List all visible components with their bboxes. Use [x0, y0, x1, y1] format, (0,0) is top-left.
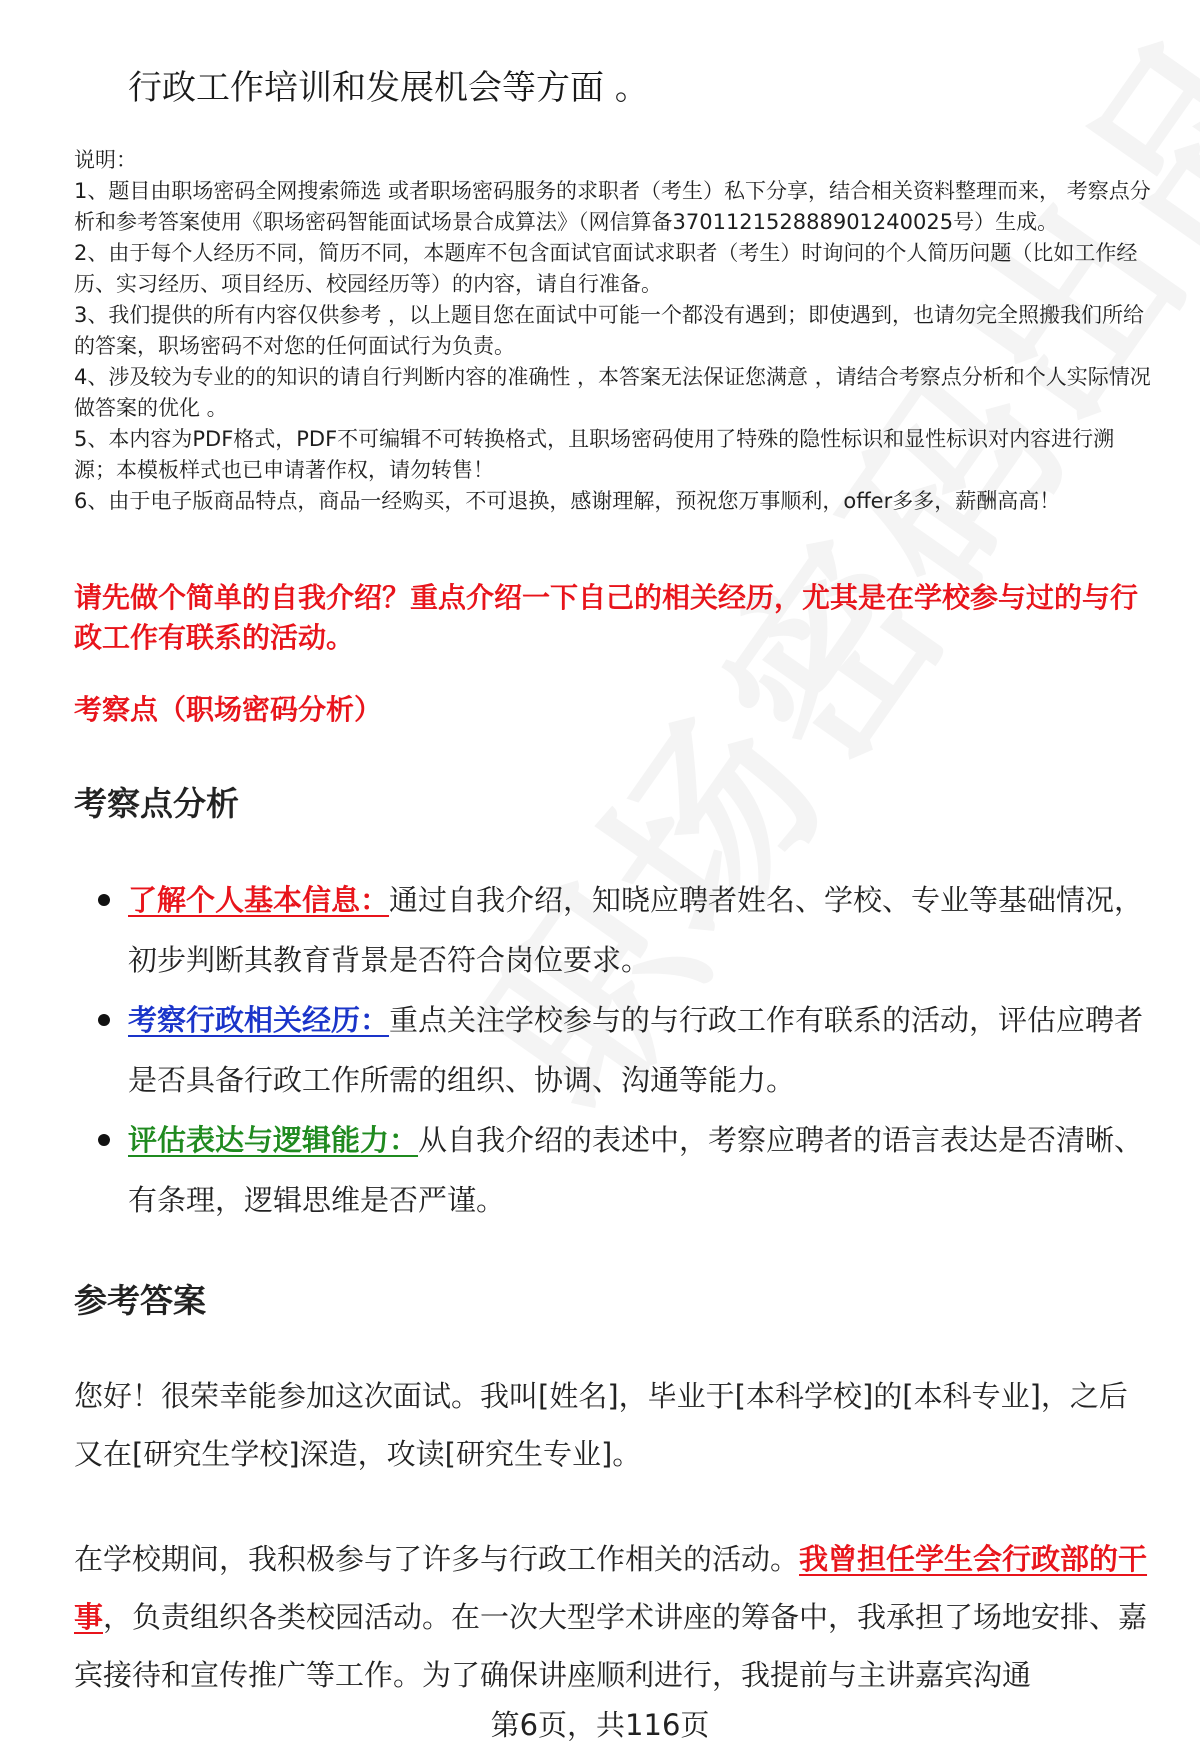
point-text: 从自我介绍的表述中，考察应聘者的语言表达是否清晰、有条理，逻辑思维是否严谨。 [128, 1123, 1144, 1217]
answer-text: 在学校期间，我积极参与了许多与行政工作相关的活动。 [74, 1542, 800, 1576]
point-label: 考察行政相关经历： [128, 1003, 390, 1037]
page-number: 第6页，共116页 [490, 1708, 710, 1742]
kaocha-label: 考察点（职场密码分析） [74, 693, 383, 726]
point-label: 评估表达与逻辑能力： [128, 1123, 419, 1157]
analysis-heading: 考察点分析 [74, 784, 239, 823]
answer-highlight: 我曾担任学生会行政部的干事 [74, 1542, 1148, 1634]
analysis-point [70, 990, 1150, 1110]
note-item: 4、涉及较为专业的的知识的请自行判断内容的准确性 ，本答案无法保证您满意 ，请结合考察点分析和个人实际情况做答案的优化 。 [74, 365, 1151, 420]
bullet-icon [98, 1134, 110, 1146]
point-label: 了解个人基本信息： [128, 883, 390, 917]
notes-block [74, 145, 1154, 517]
notes-title: 说明： [74, 148, 137, 172]
analysis-point [70, 1110, 1150, 1230]
note-item: 3、我们提供的所有内容仅供参考 ，以上题目您在面试中可能一个都没有遇到；即使遇到，也请勿完全照搬我们所给的答案，职场密码不对您的任何面试行为负责。 [74, 303, 1145, 358]
answer-paragraph [74, 1530, 1154, 1704]
point-text: 重点关注学校参与的与行政工作有联系的活动，评估应聘者是否具备行政工作所需的组织、协调、沟通等能力。 [128, 1003, 1144, 1097]
note-item: 6、由于电子版商品特点，商品一经购买，不可退换，感谢理解，预祝您万事顺利，offer多多，薪酬高高！ [74, 489, 1061, 513]
point-text: 通过自我介绍，知晓应聘者姓名、学校、专业等基础情况，初步判断其教育背景是否符合岗位要求。 [128, 883, 1144, 977]
note-item: 5、本内容为PDF格式，PDF不可编辑不可转换格式，且职场密码使用了特殊的隐性标识和显性标识对内容进行溯源；本模板样式也已申请著作权，请勿转售！ [74, 427, 1115, 482]
intro-line: 行政工作培训和发展机会等方面 。 [128, 68, 649, 108]
bullet-icon [98, 1014, 110, 1026]
note-item: 1、题目由职场密码全网搜索筛选 或者职场密码服务的求职者（考生）私下分享，结合相关资料整理而来， 考察点分析和参考答案使用《职场密码智能面试场景合成算法》（网信算备370112152888901240025号）生成。 [74, 179, 1151, 234]
answer-text: ，负责组织各类校园活动。在一次大型学术讲座的筹备中，我承担了场地安排、嘉宾接待和宣传推广等工作。为了确保讲座顺利进行，我提前与主讲嘉宾沟通 [74, 1600, 1148, 1692]
answer-heading: 参考答案 [74, 1281, 206, 1320]
interview-question: 请先做个简单的自我介绍？重点介绍一下自己的相关经历，尤其是在学校参与过的与行政工作有联系的活动。 [74, 581, 1139, 654]
answer-paragraph: 您好！很荣幸能参加这次面试。我叫[姓名]，毕业于[本科学校]的[本科专业]，之后又在[研究生学校]深造，攻读[研究生专业]。 [74, 1379, 1128, 1471]
analysis-point [70, 870, 1150, 990]
bullet-icon [98, 894, 110, 906]
note-item: 2、由于每个人经历不同，简历不同，本题库不包含面试官面试求职者（考生）时询问的个人简历问题（比如工作经历、实习经历、项目经历、校园经历等）的内容，请自行准备。 [74, 241, 1138, 296]
analysis-list [70, 870, 1150, 1230]
